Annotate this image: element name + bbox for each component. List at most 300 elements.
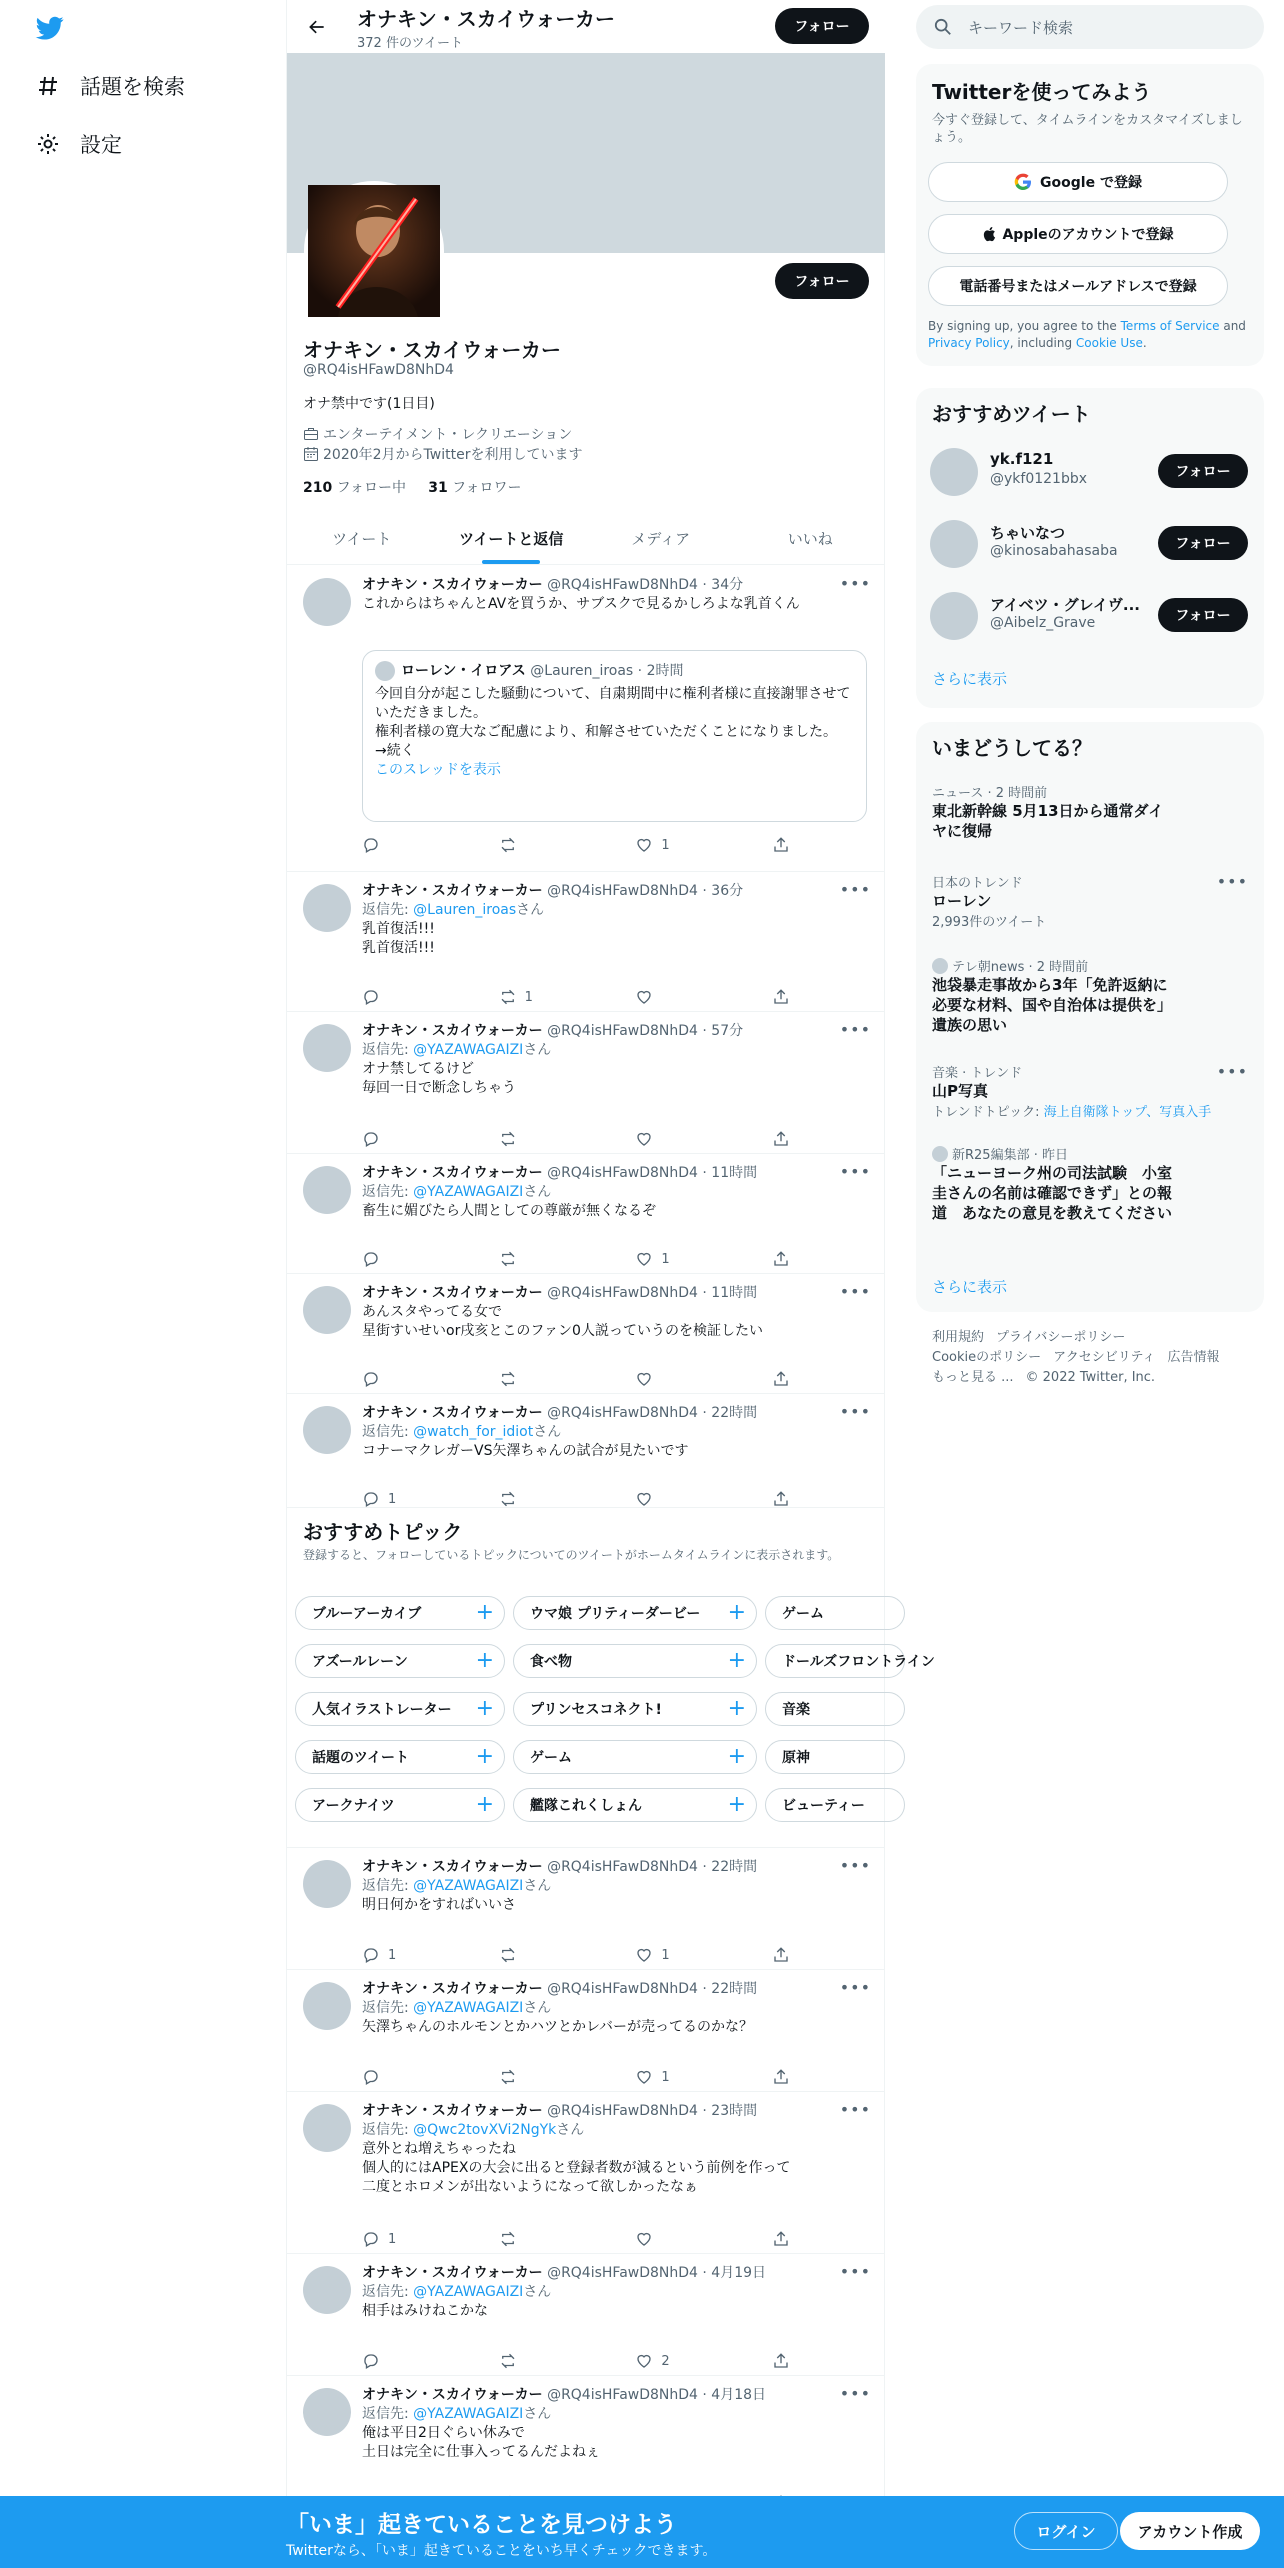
suggested-user[interactable]: アイベツ・グレイヴ... @Aibelz_Grave フォロー (916, 580, 1264, 652)
retweet-button[interactable] (499, 1946, 589, 1964)
topics-title: おすすめトピック (303, 1520, 463, 1544)
more-options-icon[interactable]: ••• (839, 1020, 871, 1039)
avatar[interactable] (303, 1286, 351, 1334)
reply-icon (362, 1370, 388, 1388)
avatar (930, 448, 978, 496)
signup-subtitle: 今すぐ登録して、タイムラインをカスタマイズしましょう。 (932, 113, 1243, 145)
heart-icon (635, 1490, 661, 1508)
tweet-actions (362, 1130, 792, 1148)
topic-chip[interactable] (765, 1596, 905, 1630)
reply-icon (362, 1946, 388, 1964)
retweet-button[interactable] (499, 1250, 589, 1268)
twitter-bird-icon[interactable] (34, 14, 66, 42)
tweet-text: 乳首復活!!! 乳首復活!!! (362, 921, 435, 956)
briefcase-icon (303, 426, 319, 442)
reply-button[interactable] (362, 1250, 452, 1268)
topic-chip[interactable] (295, 1692, 505, 1726)
share-icon (772, 2068, 798, 2086)
footer-link[interactable]: もっと見る ... (932, 1370, 1014, 1385)
tweet-meta: @RQ4isHFawD8NhD4 · 34分 (547, 577, 744, 593)
topic-chip[interactable] (295, 1644, 505, 1678)
trend-topic-link[interactable]: 海上自衛隊トップ、写真入手 (1043, 1105, 1212, 1120)
quote-text: 今回自分が起こした騒動について、自粛期間中に権利者様に直接謝罪させていただきました。 権利者様の寛大なご配慮により、和解させていただくことになりました。 →続く (375, 686, 851, 759)
tweet-author-name[interactable]: オナキン・スカイウォーカー (362, 2103, 543, 2119)
tweet-author-name[interactable]: オナキン・スカイウォーカー (362, 577, 543, 593)
who-to-follow-title: おすすめツイート (932, 402, 1091, 426)
signup-bottom-bar (0, 2496, 1284, 2568)
quoted-tweet[interactable] (362, 650, 867, 822)
tweet-actions (362, 1370, 792, 1388)
topic-chip[interactable] (295, 1788, 505, 1822)
trend-item[interactable]: 音楽 · トレンド 山P写真 トレンドトピック: 海上自衛隊トップ、写真入手 ••• (932, 1062, 1248, 1120)
reply-button[interactable] (362, 1370, 452, 1388)
reply-to-link[interactable]: @YAZAWAGAIZI (413, 1184, 524, 1200)
tweet-text: あんスタやってる女で 星街すいせいor戌亥とこのファン0人説っていうのを検証したい (362, 1304, 763, 1339)
create-account-button[interactable]: アカウント作成 (1120, 2512, 1260, 2550)
follow-button[interactable]: フォロー (1158, 526, 1248, 560)
topic-chip-label: 食べ物 (530, 1654, 572, 1670)
nav-explore-label: 話題を検索 (80, 75, 185, 99)
more-options-icon[interactable]: ••• (839, 2384, 871, 2403)
retweet-button[interactable] (499, 836, 589, 854)
trends-title: いまどうしてる？ (932, 736, 1092, 760)
share-icon (772, 2230, 798, 2248)
reply-to-line: 返信先: @YAZAWAGAIZIさん (362, 2406, 552, 2422)
bottom-bar-subtitle: Twitterなら、「いま」起きていることをいち早くチェックできます。 (286, 2543, 717, 2559)
topic-chip-label: アークナイツ (312, 1798, 395, 1814)
plus-icon: + (727, 1600, 746, 1625)
reply-to-line: 返信先: @YAZAWAGAIZIさん (362, 2000, 552, 2016)
share-button[interactable] (772, 836, 792, 854)
retweet-icon (499, 1370, 525, 1388)
reply-to-line: 返信先: @YAZAWAGAIZIさん (362, 1184, 552, 1200)
tweet-actions (362, 1946, 792, 1964)
plus-icon: + (475, 1696, 494, 1721)
like-button[interactable]: 1 (635, 1946, 725, 1964)
reply-to-link[interactable]: @YAZAWAGAIZI (413, 2284, 524, 2300)
retweet-icon (499, 2068, 525, 2086)
reply-to-link[interactable]: @YAZAWAGAIZI (413, 1042, 524, 1058)
heart-icon (635, 1250, 661, 1268)
profile-follow-button[interactable]: フォロー (775, 263, 869, 299)
tweet[interactable] (287, 1394, 885, 1508)
more-options-icon[interactable]: ••• (839, 1162, 871, 1181)
tweet-text: コナーマクレガーVS矢澤ちゃんの試合が見たいです (362, 1443, 689, 1459)
reply-button[interactable] (362, 836, 452, 854)
apple-signup-label: Appleのアカウントで登録 (1002, 227, 1174, 243)
tweet-actions (362, 2068, 792, 2086)
more-options-icon[interactable]: ••• (839, 880, 871, 899)
bottom-bar-title: 「いま」起きていることを見つけよう (286, 2512, 677, 2538)
retweet-icon (499, 1490, 525, 1508)
topic-chip[interactable] (513, 1644, 757, 1678)
retweet-button[interactable] (499, 2230, 589, 2248)
tweet-text: 明日何かをすればいいさ (362, 1897, 516, 1913)
calendar-icon (303, 446, 319, 462)
reply-to-link[interactable]: @YAZAWAGAIZI (413, 2406, 524, 2422)
plus-icon: + (475, 1600, 494, 1625)
heart-icon (635, 988, 661, 1006)
reply-icon (362, 1250, 388, 1268)
tweet-meta: @RQ4isHFawD8NhD4 · 11時間 (547, 1165, 758, 1181)
suggested-user[interactable]: ちゃいなつ @kinosabahasaba フォロー (916, 508, 1264, 580)
share-button[interactable] (772, 988, 792, 1006)
header-tweet-count: 372 件のツイート (357, 35, 464, 51)
tweet-actions (362, 988, 792, 1006)
topic-chip-label: 話題のツイート (312, 1750, 410, 1766)
avatar (932, 1146, 948, 1162)
search-icon (934, 18, 952, 36)
header-name: オナキン・スカイウォーカー (357, 6, 615, 31)
nav-settings-label: 設定 (80, 133, 122, 157)
footer-link[interactable]: 利用規約 (932, 1330, 985, 1345)
profile-tabs (287, 512, 885, 565)
tab-media[interactable]: メディア (631, 529, 691, 548)
phone-email-signup-button[interactable]: 電話番号またはメールアドレスで登録 (928, 266, 1228, 306)
search-placeholder: キーワード検索 (968, 18, 1074, 37)
topic-chip[interactable] (295, 1596, 505, 1630)
tweet-meta: @RQ4isHFawD8NhD4 · 22時間 (547, 1859, 758, 1875)
heart-icon (635, 836, 661, 854)
reply-to-line: 返信先: @Qwc2tovXVi2NgYkさん (362, 2122, 585, 2138)
more-options-icon[interactable]: ••• (1216, 1062, 1248, 1081)
reply-to-line: 返信先: @YAZAWAGAIZIさん (362, 1042, 552, 1058)
more-options-icon[interactable]: ••• (839, 1856, 871, 1875)
google-icon (1014, 173, 1032, 191)
plus-icon: + (475, 1792, 494, 1817)
topic-chip[interactable] (513, 1692, 757, 1726)
topic-chip[interactable] (295, 1740, 505, 1774)
plus-icon: + (727, 1792, 746, 1817)
share-icon (772, 2352, 798, 2370)
tweet-text: 相手はみけねこかな (362, 2303, 488, 2319)
profile-joined-text: 2020年2月からTwitterを利用しています (323, 447, 583, 463)
avatar[interactable] (303, 2388, 351, 2436)
avatar[interactable] (303, 1024, 351, 1072)
tweet-actions (362, 836, 792, 854)
reply-to-link[interactable]: @Lauren_iroas (413, 902, 517, 918)
avatar[interactable] (303, 1982, 351, 2030)
avatar[interactable] (303, 2266, 351, 2314)
heart-icon (635, 1370, 661, 1388)
topic-chip-label: ドールズフロントライン (782, 1654, 935, 1670)
topic-chip-label: ビューティー (782, 1798, 865, 1814)
tweet-actions (362, 2230, 792, 2248)
who-to-follow-more[interactable]: さらに表示 (932, 670, 1008, 688)
reply-to-link[interactable]: @watch_for_idiot (413, 1424, 534, 1440)
retweet-icon (499, 2352, 525, 2370)
tweet-meta: @RQ4isHFawD8NhD4 · 22時間 (547, 1981, 758, 1997)
share-icon (772, 1370, 798, 1388)
tab-likes[interactable]: いいね (787, 529, 833, 548)
trend-item[interactable]: ニュース · 2 時間前 東北新幹線 5月13日から通常ダイヤに復帰 (932, 786, 1164, 840)
apple-icon (982, 226, 996, 242)
profile-category (303, 424, 572, 444)
like-button[interactable]: 1 (635, 836, 725, 854)
retweet-button[interactable] (499, 1490, 589, 1508)
reply-button[interactable]: 1 (362, 2230, 452, 2248)
share-icon (772, 836, 798, 854)
follow-button[interactable]: フォロー (1158, 454, 1248, 488)
nav-explore[interactable] (34, 66, 185, 106)
tweet-actions (362, 2352, 792, 2370)
reply-button[interactable] (362, 2068, 452, 2086)
tweet[interactable] (287, 2254, 885, 2376)
hashtag-icon (34, 72, 62, 100)
share-button[interactable] (772, 1946, 792, 1964)
footer-link[interactable]: プライバシーポリシー (996, 1330, 1126, 1345)
suggested-user[interactable]: yk.f121 @ykf0121bbx フォロー (916, 436, 1264, 508)
nav-settings[interactable] (34, 124, 122, 164)
avatar[interactable] (303, 578, 351, 626)
like-button[interactable] (635, 988, 725, 1006)
reply-icon (362, 2352, 388, 2370)
topic-chip[interactable] (765, 1788, 905, 1822)
profile-follow-counts (303, 477, 521, 497)
reply-button[interactable]: 1 (362, 1490, 452, 1508)
topic-chip-label: アズールレーン (312, 1654, 408, 1670)
plus-icon: + (727, 1744, 746, 1769)
tweet-meta: @RQ4isHFawD8NhD4 · 36分 (547, 883, 744, 899)
reply-button[interactable] (362, 1130, 452, 1148)
topic-chip[interactable] (513, 1596, 757, 1630)
heart-icon (635, 2068, 661, 2086)
avatar[interactable] (303, 884, 351, 932)
terms-link[interactable]: Terms of Service (1120, 319, 1220, 333)
trends-panel (916, 722, 1264, 1312)
trend-item[interactable]: 新R25編集部 · 昨日 「ニューヨーク州の司法試験 小室圭さんの名前は確認できず」との報道 あなたの意見を教えてください (932, 1144, 1248, 1223)
share-icon (772, 1946, 798, 1964)
cookie-link[interactable]: Cookie Use (1075, 336, 1143, 350)
share-button[interactable] (772, 2352, 792, 2370)
topic-chip-label: 音楽 (782, 1702, 810, 1718)
reply-icon (362, 1490, 388, 1508)
reply-to-line: 返信先: @YAZAWAGAIZIさん (362, 1878, 552, 1894)
heart-icon (635, 2230, 661, 2248)
tweet-meta: @RQ4isHFawD8NhD4 · 11時間 (547, 1285, 758, 1301)
share-icon (772, 988, 798, 1006)
tweet-author-name[interactable]: オナキン・スカイウォーカー (362, 2387, 543, 2403)
back-arrow-icon[interactable] (297, 7, 337, 47)
share-button[interactable] (772, 1250, 792, 1268)
more-options-icon[interactable]: ••• (839, 2262, 871, 2281)
tweet[interactable] (287, 1970, 885, 2092)
tweet-author-name[interactable]: オナキン・スカイウォーカー (362, 1023, 543, 1039)
privacy-link[interactable]: Privacy Policy (928, 336, 1010, 350)
heart-icon (635, 1130, 661, 1148)
avatar[interactable] (303, 1166, 351, 1214)
topic-chip[interactable] (765, 1644, 935, 1678)
tweet-text: 俺は平日2日ぐらい休みで 土日は完全に仕事入ってるんだよねぇ (362, 2425, 600, 2460)
tweet-meta: @RQ4isHFawD8NhD4 · 4月19日 (547, 2265, 767, 2281)
share-button[interactable] (772, 2068, 792, 2086)
show-thread-link[interactable]: このスレッドを表示 (375, 762, 501, 778)
tweet-text: これからはちゃんとAVを買うか、サブスクで見るかしろよな乳首くん (362, 596, 800, 612)
topic-chip-label: プリンセスコネクト! (530, 1702, 662, 1718)
search-input[interactable] (916, 5, 1264, 49)
like-button[interactable] (635, 1370, 725, 1388)
reply-button[interactable] (362, 988, 452, 1006)
trends-more[interactable]: さらに表示 (932, 1278, 1008, 1296)
trend-item[interactable]: テレ朝news · 2 時間前 池袋暴走事故から3年「免許返納に必要な材料、国や自治体は提供を」 遺族の思い (932, 956, 1248, 1035)
tweet[interactable] (287, 1848, 885, 1970)
reply-icon (362, 2230, 388, 2248)
like-button[interactable] (635, 1130, 725, 1148)
copyright: © 2022 Twitter, Inc. (1025, 1370, 1156, 1385)
tweet-author-name[interactable]: オナキン・スカイウォーカー (362, 1859, 543, 1875)
google-signup-label: Google で登録 (1040, 175, 1142, 191)
follow-button[interactable]: フォロー (1158, 598, 1248, 632)
share-icon (772, 1490, 798, 1508)
topic-chip-label: ゲーム (782, 1606, 824, 1622)
tweet-text: 矢澤ちゃんのホルモンとかハツとかレバーが売ってるのかな？ (362, 2019, 754, 2035)
topic-chip-label: 原神 (782, 1750, 810, 1766)
tweet[interactable] (287, 1274, 885, 1394)
avatar (932, 958, 948, 974)
signup-terms: By signing up, you agree to the Terms of Service and Privacy Policy, including Cookie Use. (928, 319, 1246, 350)
profile-avatar[interactable] (304, 181, 444, 321)
profile-handle: @RQ4isHFawD8NhD4 (303, 362, 454, 378)
left-nav (0, 0, 286, 2568)
topic-chip[interactable] (513, 1788, 757, 1822)
topic-chip[interactable] (765, 1692, 905, 1726)
topic-chip-label: ゲーム (530, 1750, 572, 1766)
retweet-button[interactable]: 1 (499, 988, 589, 1006)
more-options-icon[interactable]: ••• (839, 574, 871, 593)
tweet-meta: @RQ4isHFawD8NhD4 · 22時間 (547, 1405, 758, 1421)
more-options-icon[interactable]: ••• (839, 1978, 871, 1997)
reply-to-link[interactable]: @YAZAWAGAIZI (413, 2000, 524, 2016)
reply-to-link[interactable]: @YAZAWAGAIZI (413, 1878, 524, 1894)
tweet-meta: @RQ4isHFawD8NhD4 · 4月18日 (547, 2387, 767, 2403)
login-button[interactable]: ログイン (1014, 2512, 1118, 2550)
heart-icon (635, 1946, 661, 1964)
footer-links (932, 1328, 1252, 1388)
more-options-icon[interactable]: ••• (839, 1282, 871, 1301)
tweet-author-name[interactable]: オナキン・スカイウォーカー (362, 1981, 543, 1997)
tweet[interactable] (287, 1012, 885, 1154)
retweet-icon (499, 2230, 525, 2248)
retweet-button[interactable] (499, 2068, 589, 2086)
tweet-text: オナ禁してるけど 毎回一日で断念しちゃう (362, 1061, 516, 1096)
avatar[interactable] (303, 1860, 351, 1908)
tweet[interactable] (287, 1154, 885, 1274)
avatar (930, 520, 978, 568)
signup-panel (916, 64, 1264, 366)
tweet-author-name[interactable]: オナキン・スカイウォーカー (362, 1285, 543, 1301)
retweet-icon (499, 988, 525, 1006)
reply-icon (362, 836, 388, 854)
avatar[interactable] (303, 1406, 351, 1454)
like-button[interactable]: 2 (635, 2352, 725, 2370)
retweet-button[interactable] (499, 1130, 589, 1148)
retweet-icon (499, 836, 525, 854)
retweet-button[interactable] (499, 2352, 589, 2370)
recommended-topics (287, 1508, 935, 1848)
like-button[interactable]: 1 (635, 2068, 725, 2086)
more-options-icon[interactable]: ••• (839, 2100, 871, 2119)
profile-header-bar (287, 0, 885, 53)
topic-chip-label: ウマ娘 プリティーダービー (530, 1606, 701, 1622)
who-to-follow-panel (916, 388, 1264, 708)
footer-link[interactable]: アクセシビリティ (1053, 1350, 1156, 1365)
header-follow-button[interactable]: フォロー (775, 8, 869, 44)
share-button[interactable] (772, 1130, 792, 1148)
tab-tweets[interactable]: ツイート (332, 529, 392, 548)
reply-button[interactable] (362, 2352, 452, 2370)
tweet-author-name[interactable]: オナキン・スカイウォーカー (362, 1165, 543, 1181)
avatar (930, 592, 978, 640)
topic-chip[interactable] (513, 1740, 757, 1774)
avatar[interactable] (303, 2104, 351, 2152)
quote-meta: @Lauren_iroas · 2時間 (530, 662, 684, 679)
signup-title: Twitterを使ってみよう (932, 80, 1152, 104)
trend-item[interactable]: 日本のトレンド ローレン 2,993件のツイート ••• (932, 872, 1248, 930)
share-button[interactable] (772, 2230, 792, 2248)
topic-chip[interactable] (765, 1740, 905, 1774)
more-options-icon[interactable]: ••• (1216, 872, 1248, 891)
retweet-icon (499, 1250, 525, 1268)
reply-to-line: 返信先: @YAZAWAGAIZIさん (362, 2284, 552, 2300)
profile-category-text: エンターテイメント・レクリエーション (323, 427, 573, 443)
google-signup-button[interactable] (928, 162, 1228, 202)
tweet[interactable] (287, 872, 885, 1012)
like-button[interactable]: 1 (635, 1250, 725, 1268)
following-link[interactable]: 210 フォロー中 (303, 480, 406, 496)
share-button[interactable] (772, 1370, 792, 1388)
like-button[interactable] (635, 1490, 725, 1508)
tweet[interactable] (287, 2092, 885, 2254)
tweet-author-name[interactable]: オナキン・スカイウォーカー (362, 2265, 543, 2281)
tweet-meta: @RQ4isHFawD8NhD4 · 57分 (547, 1023, 744, 1039)
tweet-actions (362, 1250, 792, 1268)
plus-icon: + (475, 1744, 494, 1769)
topics-subtitle: 登録すると、フォローしているトピックについてのツイートがホームタイムラインに表示されます。 (303, 1548, 840, 1562)
retweet-button[interactable] (499, 1370, 589, 1388)
share-button[interactable] (772, 1490, 792, 1508)
tweet-meta: @RQ4isHFawD8NhD4 · 23時間 (547, 2103, 758, 2119)
profile-joined (303, 444, 582, 464)
avatar (375, 661, 395, 681)
followers-link[interactable]: 31 フォロワー (428, 480, 522, 496)
reply-icon (362, 2068, 388, 2086)
tab-tweets-and-replies[interactable]: ツイートと返信 (437, 512, 587, 564)
reply-button[interactable]: 1 (362, 1946, 452, 1964)
topic-chip-label: 艦隊これくしょん (530, 1798, 642, 1814)
share-icon (772, 1130, 798, 1148)
reply-to-line: 返信先: @Lauren_iroasさん (362, 902, 545, 918)
retweet-icon (499, 1946, 525, 1964)
tweet-text: 意外とね増えちゃったね 個人的にはAPEXの大会に出ると登録者数が減るという前例を作って 二度とホロメンが出ないようになって欲しかったなぁ (362, 2141, 791, 2195)
profile-name: オナキン・スカイウォーカー (303, 338, 561, 362)
reply-to-link[interactable]: @Qwc2tovXVi2NgYk (413, 2122, 557, 2138)
reply-icon (362, 1130, 388, 1148)
like-button[interactable] (635, 2230, 725, 2248)
apple-signup-button[interactable] (928, 214, 1228, 254)
footer-link[interactable]: 広告情報 (1167, 1350, 1220, 1365)
tweet-author-name[interactable]: オナキン・スカイウォーカー (362, 883, 543, 899)
share-icon (772, 1250, 798, 1268)
reply-icon (362, 988, 388, 1006)
profile-bio: オナ禁中です(1日目) (303, 396, 435, 412)
footer-link[interactable]: Cookieのポリシー (932, 1350, 1042, 1365)
more-options-icon[interactable]: ••• (839, 1402, 871, 1421)
tweet-text: 畜生に媚びたら人間としての尊厳が無くなるぞ (362, 1203, 656, 1219)
quote-author-name: ローレン・イロアス (401, 662, 526, 679)
retweet-icon (499, 1130, 525, 1148)
tweet-author-name[interactable]: オナキン・スカイウォーカー (362, 1405, 543, 1421)
tweet[interactable] (287, 566, 885, 872)
